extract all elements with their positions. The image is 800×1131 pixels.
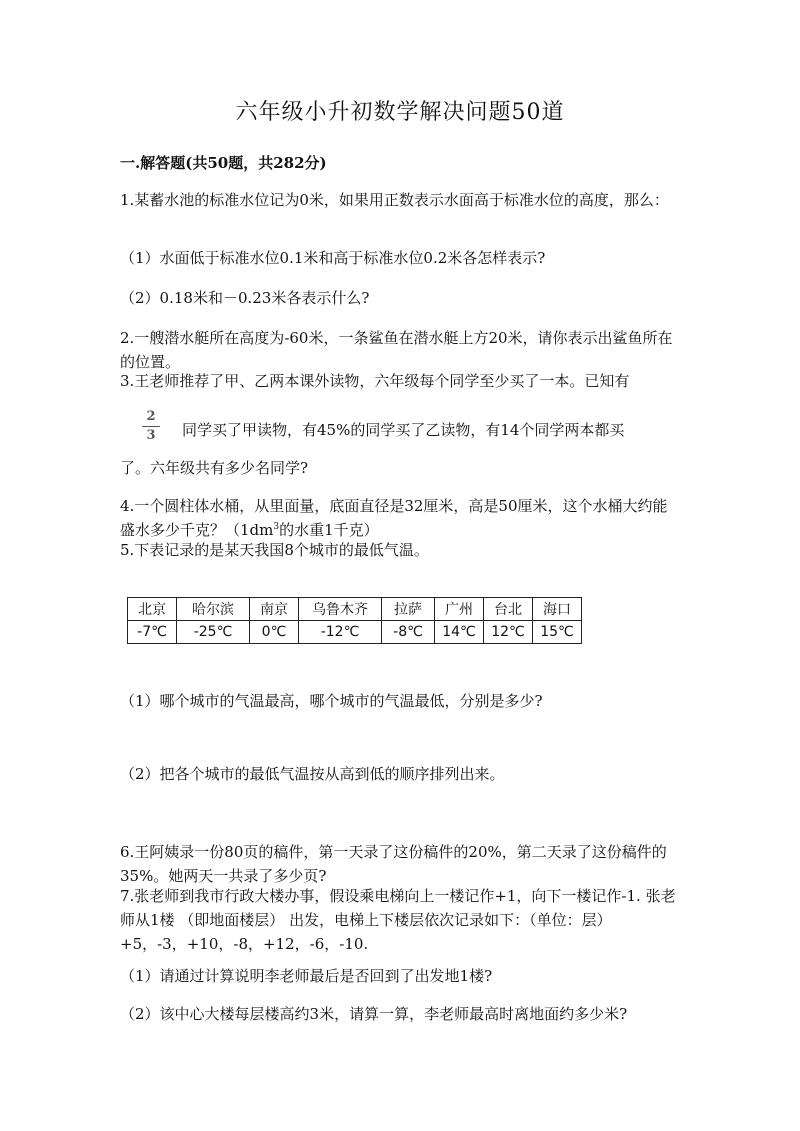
fraction-bar (142, 426, 160, 427)
section-heading: 一.解答题(共50题，共282分) (120, 154, 327, 172)
table-cell: 北京 (128, 598, 177, 621)
fraction-denominator: 3 (146, 428, 156, 443)
fraction-numerator: 2 (146, 409, 156, 424)
table-cell: 15℃ (533, 621, 582, 644)
table-row-cities (128, 598, 582, 621)
question-6-stem: 6.王阿姨录一份80页的稿件，第一天录了这份稿件的20%，第二天录了这份稿件的35%。她两天一共录了多少页? (120, 843, 667, 885)
table-cell: 12℃ (484, 621, 533, 644)
question-1-stem: 1.某蓄水池的标准水位记为0米，如果用正数表示水面高于标准水位的高度，那么： (120, 191, 669, 209)
temperature-table (127, 597, 582, 644)
table-cell: 广州 (435, 598, 484, 621)
question-4-stem (120, 494, 680, 542)
table-cell: 台北 (484, 598, 533, 621)
table-cell: 南京 (250, 598, 299, 621)
question-3-end: 了。六年级共有多少名同学? (120, 459, 309, 477)
question-5-part-1: （1）哪个城市的气温最高，哪个城市的气温最低，分别是多少? (120, 692, 543, 710)
question-5-part-2: （2）把各个城市的最低气温按从高到低的顺序排列出来。 (120, 765, 505, 783)
table-cell: 乌鲁木齐 (299, 598, 382, 621)
page-title: 六年级小升初数学解决问题50道 (235, 100, 565, 125)
table-cell: 哈尔滨 (177, 598, 250, 621)
question-2-stem: 2.一艘潜水艇所在高度为-60米，一条鲨鱼在潜水艇上方20米，请你表示出鲨鱼所在的位置。 (120, 329, 673, 371)
fraction-two-thirds (140, 410, 162, 443)
table-cell: 拉萨 (382, 598, 435, 621)
question-3-continued: 同学买了甲读物，有45%的同学买了乙读物，有14个同学两本都买 (182, 421, 625, 439)
question-4-tail: 的水重1千克） (279, 521, 379, 539)
question-5-stem: 5.下表记录的是某天我国8个城市的最低气温。 (120, 541, 429, 559)
question-7-stem: 7.张老师到我市行政大楼办事，假设乘电梯向上一楼记作+1，向下一楼记作-1. 张老师从1楼 （即地面楼层） 出发，电梯上下楼层依次记录如下：（单位：层）+5，-3，+10，-8，+12，-6，-10. (120, 887, 676, 953)
question-4-text: 4.一个圆柱体水桶，从里面量，底面直径是32厘米，高是50厘米，这个水桶大约能盛水多少千克？（1dm (120, 497, 668, 539)
question-7-part-2: （2）该中心大楼每层楼高约3米，请算一算，李老师最高时离地面约多少米? (120, 1005, 628, 1023)
question-3-stem: 3.王老师推荐了甲、乙两本课外读物，六年级每个同学至少买了一本。已知有 (120, 372, 630, 390)
table-cell: -7℃ (128, 621, 177, 644)
question-1-part-1: （1）水面低于标准水位0.1米和高于标准水位0.2米各怎样表示? (120, 249, 546, 267)
table-cell: -12℃ (299, 621, 382, 644)
table-cell: 0℃ (250, 621, 299, 644)
cube-superscript: 3 (273, 522, 280, 532)
table-row-temps (128, 621, 582, 644)
table-cell: 海口 (533, 598, 582, 621)
question-7-part-1: （1）请通过计算说明李老师最后是否回到了出发地1楼? (120, 967, 493, 985)
table-cell: 14℃ (435, 621, 484, 644)
table-cell: -8℃ (382, 621, 435, 644)
question-1-part-2: （2）0.18米和－0.23米各表示什么? (120, 289, 370, 307)
table-cell: -25℃ (177, 621, 250, 644)
